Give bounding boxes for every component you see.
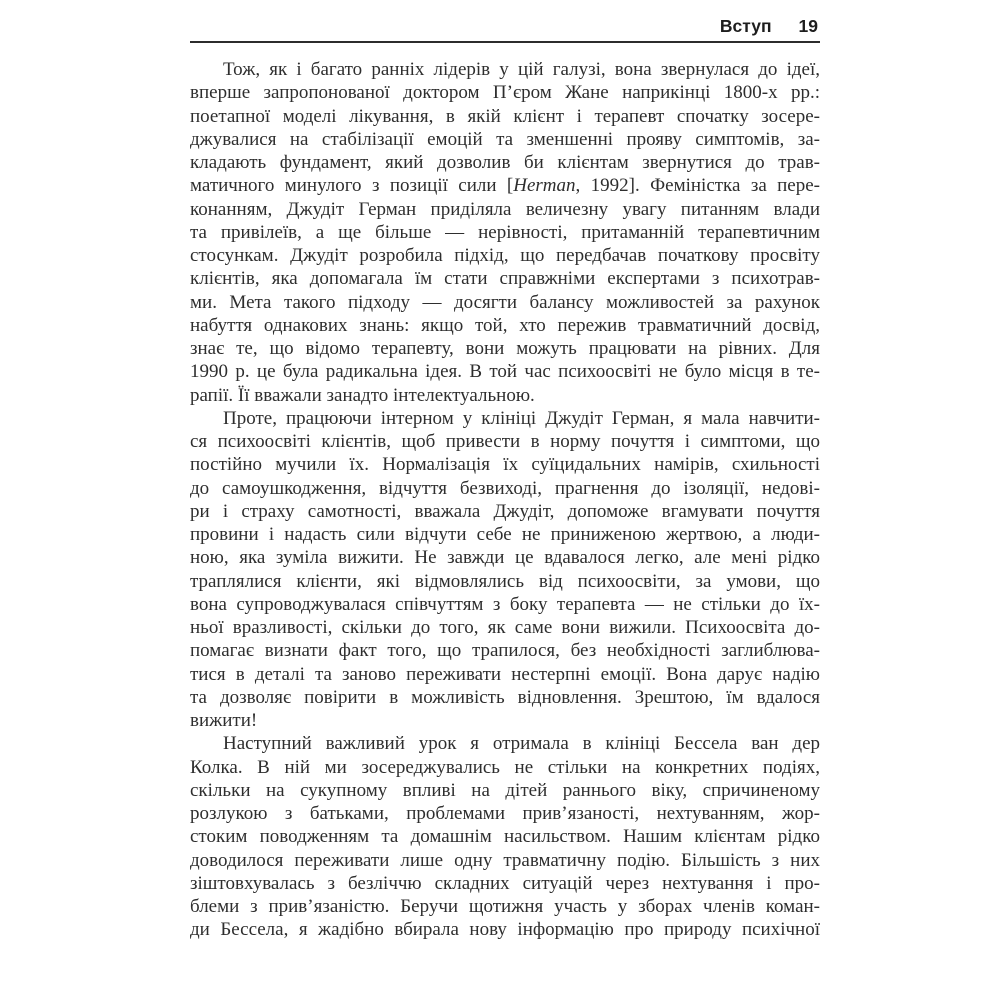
- text-line: ною, яка зуміла вижити. Не завжди це вдавалося легко, але мені рідко: [190, 547, 820, 569]
- text-line: блеми з прив’язаністю. Беручи щотижня участь у зборах членів коман-: [190, 896, 820, 917]
- text-line: конанням, Джудіт Герман приділяла величезну увагу питанням влади: [190, 198, 820, 220]
- text-line: кладають фундамент, який дозволив би клієнтам звернутися до трав-: [190, 152, 820, 173]
- text-line: Колка. В ній ми зосереджувались не стільки на конкретних подіях,: [190, 756, 820, 778]
- text-line: траплялися клієнти, які відмовлялись від психоосвіти, за умови, що: [190, 570, 820, 592]
- body-text: [190, 58, 820, 942]
- text-line: до самоушкодження, відчуття безвиході, прагнення до ізоляції, недові-: [190, 477, 820, 499]
- text-line: ми. Мета такого підходу — досягти балансу можливостей за рахунок: [190, 291, 820, 313]
- text-segment: матичного минулого з позиції сили [: [190, 175, 514, 197]
- text-line: вона супроводжувалася співчуттям з боку терапевта — не стільки до їх-: [190, 593, 820, 615]
- citation-author: Herman: [513, 175, 576, 197]
- text-line: тися в деталі та заново переживати нестерпні емоції. Вона дарує надію: [190, 663, 820, 685]
- text-line: ньої вразливості, скільки до того, як саме вони вижили. Психоосвіта до-: [190, 617, 820, 638]
- text-line: вижити!: [190, 710, 258, 731]
- text-line: Проте, працюючи інтерном у клініці Джудіт Герман, я мала навчити-: [223, 407, 820, 429]
- text-line: постійно мучили їх. Нормалізація їх суїцидальних намірів, схильності: [190, 454, 820, 476]
- text-line: стоким поводженням та домашнім насильством. Нашим клієнтам рідко: [190, 826, 820, 848]
- text-line: 1990 р. це була радикальна ідея. В той час психоосвіті не було місця в те-: [190, 361, 820, 383]
- text-line: Наступний важливий урок я отримала в клініці Бессела ван дер: [223, 733, 820, 755]
- text-line: скільки на сукупному впливі на дітей раннього віку, спричиненому: [190, 779, 820, 801]
- text-line: помагає визнати факт того, що трапилося, без необхідності заглиблюва-: [190, 640, 820, 662]
- text-line: та дозволяє повірити в можливість відновлення. Зрештою, їм вдалося: [190, 686, 820, 708]
- text-line: доводилося переживати лише одну травматичну подію. Більшість з них: [190, 849, 820, 871]
- text-segment: , 1992]. Феміністка за пере-: [575, 175, 820, 197]
- page-number: 19: [798, 16, 818, 36]
- text-line: рапії. Її вважали занадто інтелектуальною.: [190, 384, 535, 406]
- text-line: провини і надасть сили відчути себе не приниженою жертвою, а люди-: [190, 524, 820, 545]
- text-line: клієнтів, яка допомагала їм стати справжніми експертами з психотрав-: [190, 268, 820, 290]
- running-header: [190, 16, 820, 43]
- text-line: ди Бессела, я жадібно вбирала нову інформацію про природу психічної: [190, 919, 820, 941]
- text-line: Тож, як і багато ранніх лідерів у цій галузі, вона звернулася до ідеї,: [223, 59, 820, 80]
- text-line: знає те, що відомо терапевту, вони можуть працювати на рівних. Для: [190, 338, 820, 359]
- book-page: [190, 16, 820, 942]
- text-line: ри і страху самотності, вважала Джудіт, допоможе вгамувати почуття: [190, 500, 820, 522]
- text-line: джувалися на стабілізації емоцій та зменшенні прояву симптомів, за-: [190, 128, 820, 150]
- text-line: [190, 174, 820, 197]
- text-line: вперше запропонованої доктором П’єром Жане наприкінці 1800-х рр.:: [190, 82, 820, 104]
- text-line: зіштовхувалась з безліччю складних ситуацій через нехтування і про-: [190, 872, 820, 894]
- text-line: поетапної моделі лікування, в якій клієнт і терапевт спочатку зосере-: [190, 105, 820, 127]
- section-title: Вступ: [719, 16, 772, 36]
- text-line: ся психоосвіті клієнтів, щоб привести в норму почуття і симптоми, що: [190, 431, 820, 452]
- text-line: набуття однакових знань: якщо той, хто пережив травматичний досвід,: [190, 314, 820, 336]
- text-line: розлукою з батьками, проблемами прив’язаності, нехтуванням, жор-: [190, 803, 820, 824]
- text-line: та привілеїв, а ще більше — нерівності, притаманній терапевтичним: [190, 221, 820, 243]
- text-line: стосункам. Джудіт розробила підхід, що передбачав початкову просвіту: [190, 245, 820, 266]
